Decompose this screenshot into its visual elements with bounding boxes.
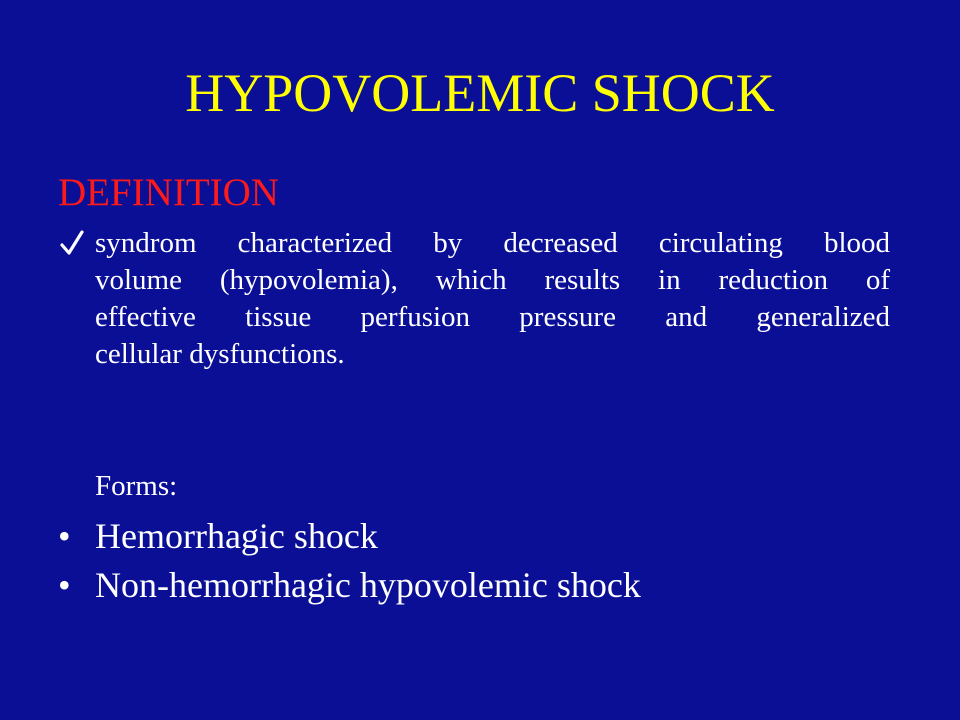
definition-line: effective tissue perfusion pressure and generalized — [95, 301, 890, 333]
definition-line: syndrom characterized by decreased circulating blood — [95, 227, 890, 259]
bullet-icon: • — [58, 565, 71, 605]
forms-label: Forms: — [95, 470, 178, 502]
forms-list — [58, 512, 641, 610]
slide-title: HYPOVOLEMIC SHOCK — [185, 63, 775, 123]
definition-line: volume (hypovolemia), which results in reduction of — [95, 264, 890, 296]
section-heading: DEFINITION — [58, 171, 279, 214]
list-item — [58, 512, 641, 561]
list-item — [58, 561, 641, 610]
form-label: Hemorrhagic shock — [95, 516, 378, 556]
definition-line: cellular dysfunctions. — [95, 338, 345, 370]
definition-text — [95, 225, 895, 373]
bullet-icon: • — [58, 516, 71, 556]
checkmark-icon — [60, 228, 84, 258]
form-label: Non-hemorrhagic hypovolemic shock — [95, 565, 641, 605]
